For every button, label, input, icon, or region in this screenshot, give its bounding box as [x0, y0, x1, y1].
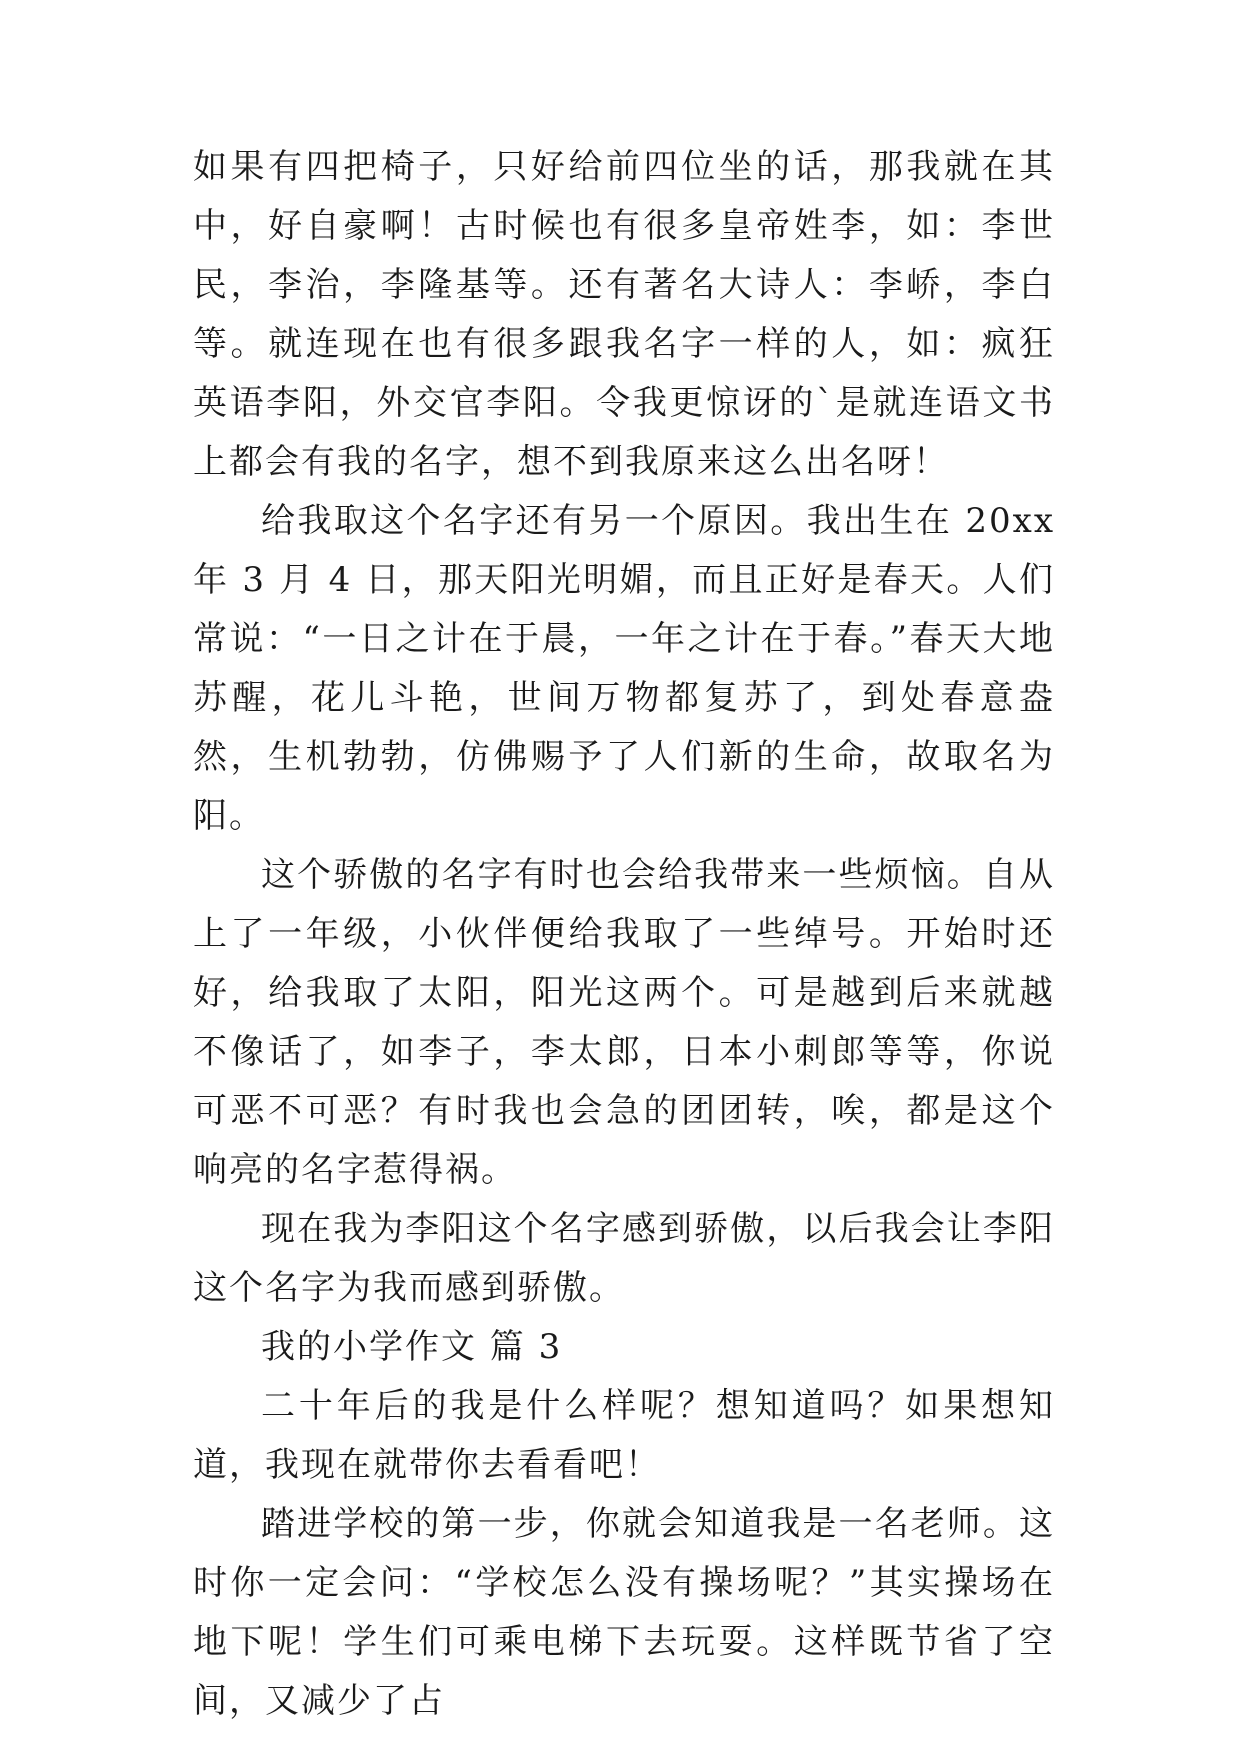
- paragraph-3: 这个骄傲的名字有时也会给我带来一些烦恼。自从上了一年级，小伙伴便给我取了一些绰号。开始时还好，给我取了太阳，阳光这两个。可是越到后来就越不像话了，如李子，李太郎，日本小刺郎等等，你说可恶不可恶？有时我也会急的团团转，唉，都是这个响亮的名字惹得祸。: [193, 855, 1055, 1190]
- essay-body: [193, 138, 1055, 1731]
- paragraph-2: 给我取这个名字还有另一个原因。我出生在 20xx 年 3 月 4 日，那天阳光明媚，而且正好是春天。人们常说：“一日之计在于晨，一年之计在于春。”春天大地苏醒，花儿斗艳，世间万物都复苏了，到处春意盎然，生机勃勃，仿佛赐予了人们新的生命，故取名为阳。: [193, 501, 1055, 836]
- section-heading: 我的小学作文 篇 3: [261, 1327, 563, 1367]
- paragraph-5: 二十年后的我是什么样呢？想知道吗？如果想知道，我现在就带你去看看吧！: [193, 1386, 1055, 1485]
- paragraph-6: 踏进学校的第一步，你就会知道我是一名老师。这时你一定会问：“学校怎么没有操场呢？”其实操场在地下呢！学生们可乘电梯下去玩耍。这样既节省了空间，又减少了占: [193, 1504, 1055, 1721]
- paragraph-4: 现在我为李阳这个名字感到骄傲，以后我会让李阳这个名字为我而感到骄傲。: [193, 1209, 1055, 1308]
- paragraph-1: 如果有四把椅子，只好给前四位坐的话，那我就在其中，好自豪啊！古时候也有很多皇帝姓李，如：李世民，李治，李隆基等。还有著名大诗人：李峤，李白等。就连现在也有很多跟我名字一样的人，如：疯狂英语李阳，外交官李阳。令我更惊讶的`是就连语文书上都会有我的名字，想不到我原来这么出名呀！: [193, 147, 1055, 482]
